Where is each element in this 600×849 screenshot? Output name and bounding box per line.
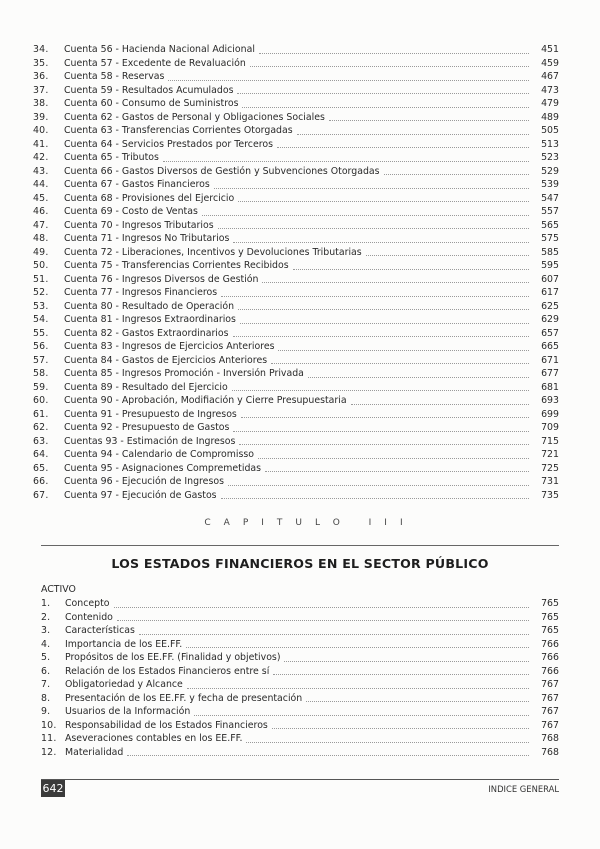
toc-entry-page: 665 bbox=[541, 341, 559, 352]
toc-entry-number: 5. bbox=[41, 652, 51, 663]
dot-leader bbox=[306, 700, 529, 702]
dot-leader bbox=[221, 497, 529, 499]
toc-entry-page: 767 bbox=[541, 719, 559, 731]
toc-entry-page: 767 bbox=[541, 679, 559, 690]
toc-entry-title: Cuenta 77 - Ingresos Financieros bbox=[64, 287, 218, 298]
toc-entry-title: Usuarios de la Información bbox=[65, 706, 191, 717]
toc-entry[interactable] bbox=[33, 84, 559, 98]
toc-entry-title: Propósitos de los EE.FF. (Finalidad y objetivos) bbox=[65, 652, 281, 663]
toc-list-accounts bbox=[33, 43, 559, 502]
dot-leader bbox=[239, 443, 529, 445]
toc-entry[interactable] bbox=[33, 313, 559, 327]
toc-entry-number: 7. bbox=[41, 679, 51, 690]
toc-entry-title: Cuentas 93 - Estimación de Ingresos bbox=[64, 435, 236, 447]
toc-entry-title: Cuenta 95 - Asignaciones Compremetidas bbox=[64, 462, 262, 474]
toc-entry-page: 768 bbox=[541, 746, 559, 758]
dot-leader bbox=[366, 254, 529, 256]
toc-entry-title: Cuenta 89 - Resultado del Ejercicio bbox=[64, 381, 228, 393]
toc-entry-number: 51. bbox=[33, 273, 49, 285]
toc-entry[interactable] bbox=[41, 638, 559, 652]
toc-entry-title: Cuenta 96 - Ejecución de Ingresos bbox=[64, 476, 224, 487]
dot-leader bbox=[228, 484, 529, 486]
dot-leader bbox=[232, 389, 529, 391]
toc-entry-page: 765 bbox=[541, 611, 559, 623]
chapter-divider bbox=[41, 545, 559, 546]
toc-entry-page: 489 bbox=[541, 111, 559, 123]
toc-entry[interactable] bbox=[41, 732, 559, 746]
toc-entry-number: 36. bbox=[33, 71, 49, 82]
toc-entry-title: Cuenta 85 - Ingresos Promoción - Inversión Privada bbox=[64, 368, 304, 379]
toc-entry[interactable] bbox=[41, 746, 559, 760]
toc-entry-number: 59. bbox=[33, 381, 49, 393]
subheading-activo: ACTIVO bbox=[41, 584, 76, 595]
toc-entry[interactable] bbox=[33, 394, 559, 408]
toc-entry[interactable] bbox=[33, 340, 559, 354]
toc-entry-title: Cuenta 94 - Calendario de Compromisso bbox=[64, 449, 255, 460]
toc-entry-number: 60. bbox=[33, 395, 49, 406]
toc-entry[interactable] bbox=[41, 705, 559, 719]
toc-entry-title: Cuenta 69 - Costo de Ventas bbox=[64, 206, 198, 217]
toc-entry-page: 768 bbox=[541, 733, 559, 744]
toc-entry-number: 9. bbox=[41, 706, 51, 717]
toc-entry-number: 49. bbox=[33, 246, 49, 258]
toc-entry-page: 657 bbox=[541, 327, 559, 339]
dot-leader bbox=[127, 754, 529, 756]
toc-entry-number: 2. bbox=[41, 611, 51, 623]
toc-entry-title: Cuenta 75 - Transferencias Corrientes Recibidos bbox=[64, 260, 289, 271]
toc-entry-title: Cuenta 97 - Ejecución de Gastos bbox=[64, 489, 217, 501]
toc-entry-page: 725 bbox=[541, 462, 559, 474]
toc-entry[interactable] bbox=[33, 327, 559, 341]
toc-entry-title: Concepto bbox=[65, 598, 110, 609]
toc-entry-number: 57. bbox=[33, 354, 49, 366]
toc-entry-number: 45. bbox=[33, 192, 49, 204]
dot-leader bbox=[284, 660, 529, 662]
toc-entry[interactable] bbox=[33, 205, 559, 219]
toc-entry-number: 67. bbox=[33, 489, 49, 501]
toc-entry-title: Cuenta 72 - Liberaciones, Incentivos y Devoluciones Tributarias bbox=[64, 246, 362, 258]
toc-entry[interactable] bbox=[33, 246, 559, 260]
toc-entry-title: Relación de los Estados Financieros entre sí bbox=[65, 665, 270, 677]
toc-entry[interactable] bbox=[33, 448, 559, 462]
toc-entry-page: 529 bbox=[541, 165, 559, 177]
chapter-title: LOS ESTADOS FINANCIEROS EN EL SECTOR PÚBLICO bbox=[111, 556, 489, 571]
toc-entry-title: Contenido bbox=[65, 611, 113, 623]
dot-leader bbox=[221, 295, 529, 297]
toc-entry-title: Cuenta 63 - Transferencias Corrientes Otorgadas bbox=[64, 125, 293, 136]
toc-entry-number: 61. bbox=[33, 408, 49, 420]
dot-leader bbox=[240, 322, 529, 324]
dot-leader bbox=[265, 470, 529, 472]
dot-leader bbox=[187, 687, 529, 689]
toc-entry-number: 46. bbox=[33, 206, 49, 217]
toc-entry-page: 479 bbox=[541, 98, 559, 109]
toc-entry-page: 765 bbox=[541, 598, 559, 609]
toc-entry[interactable] bbox=[33, 97, 559, 111]
toc-entry-number: 47. bbox=[33, 219, 49, 231]
toc-entry[interactable] bbox=[33, 151, 559, 165]
toc-entry-title: Cuenta 64 - Servicios Prestados por Terceros bbox=[64, 138, 273, 150]
toc-entry-title: Cuenta 57 - Excedente de Revaluación bbox=[64, 57, 246, 69]
toc-entry-number: 11. bbox=[41, 733, 57, 744]
toc-entry-number: 8. bbox=[41, 692, 51, 704]
toc-entry-page: 459 bbox=[541, 57, 559, 69]
dot-leader bbox=[246, 741, 529, 743]
toc-entry-title: Cuenta 81 - Ingresos Extraordinarios bbox=[64, 314, 236, 325]
toc-entry-title: Aseveraciones contables en los EE.FF. bbox=[65, 733, 243, 744]
toc-entry-page: 767 bbox=[541, 706, 559, 717]
toc-list-chapter-3 bbox=[41, 597, 559, 759]
toc-entry-page: 575 bbox=[541, 233, 559, 244]
dot-leader bbox=[278, 349, 529, 351]
toc-entry-number: 6. bbox=[41, 665, 51, 677]
toc-entry[interactable] bbox=[41, 597, 559, 611]
toc-entry-number: 44. bbox=[33, 179, 49, 190]
toc-entry-number: 1. bbox=[41, 598, 51, 609]
dot-leader bbox=[163, 160, 529, 162]
toc-entry-number: 42. bbox=[33, 152, 49, 163]
toc-entry-title: Cuenta 80 - Resultado de Operación bbox=[64, 300, 235, 312]
toc-entry-page: 715 bbox=[541, 435, 559, 447]
toc-entry-title: Cuenta 65 - Tributos bbox=[64, 152, 159, 163]
toc-entry-title: Cuenta 83 - Ingresos de Ejercicios Anteriores bbox=[64, 341, 275, 352]
dot-leader bbox=[202, 214, 529, 216]
toc-entry-title: Cuenta 70 - Ingresos Tributarios bbox=[64, 219, 214, 231]
chapter-label: CAPITULO III bbox=[204, 518, 416, 528]
toc-entry-number: 10. bbox=[41, 719, 57, 731]
toc-entry-number: 52. bbox=[33, 287, 49, 298]
toc-entry-page: 585 bbox=[541, 246, 559, 258]
toc-entry-number: 56. bbox=[33, 341, 49, 352]
toc-entry-page: 693 bbox=[541, 395, 559, 406]
toc-entry-number: 54. bbox=[33, 314, 49, 325]
page-number: 642 bbox=[42, 782, 64, 795]
dot-leader bbox=[139, 633, 529, 635]
toc-entry-page: 765 bbox=[541, 625, 559, 636]
toc-entry-page: 721 bbox=[541, 449, 559, 460]
toc-entry[interactable] bbox=[33, 111, 559, 125]
toc-entry-page: 607 bbox=[541, 273, 559, 285]
toc-entry[interactable] bbox=[33, 165, 559, 179]
toc-entry-title: Cuenta 59 - Resultados Acumulados bbox=[64, 84, 234, 96]
dot-leader bbox=[194, 714, 529, 716]
dot-leader bbox=[272, 727, 529, 729]
dot-leader bbox=[238, 308, 529, 310]
toc-entry-title: Cuenta 67 - Gastos Financieros bbox=[64, 179, 210, 190]
toc-entry[interactable] bbox=[33, 259, 559, 273]
dot-leader bbox=[384, 173, 529, 175]
toc-entry[interactable] bbox=[41, 651, 559, 665]
toc-entry[interactable] bbox=[41, 624, 559, 638]
toc-entry-number: 4. bbox=[41, 638, 51, 650]
toc-entry-page: 505 bbox=[541, 125, 559, 136]
dot-leader bbox=[233, 430, 529, 432]
toc-entry-number: 35. bbox=[33, 57, 49, 69]
toc-entry[interactable] bbox=[33, 408, 559, 422]
toc-entry[interactable] bbox=[33, 489, 559, 503]
toc-entry-page: 617 bbox=[541, 287, 559, 298]
toc-entry-number: 37. bbox=[33, 84, 49, 96]
dot-leader bbox=[271, 362, 529, 364]
toc-entry-page: 766 bbox=[541, 652, 559, 663]
toc-entry-title: Cuenta 76 - Ingresos Diversos de Gestión bbox=[64, 273, 259, 285]
dot-leader bbox=[214, 187, 529, 189]
toc-entry-title: Cuenta 91 - Presupuesto de Ingresos bbox=[64, 408, 237, 420]
toc-entry-number: 62. bbox=[33, 422, 49, 433]
toc-entry-number: 43. bbox=[33, 165, 49, 177]
toc-entry[interactable] bbox=[33, 367, 559, 381]
toc-entry-page: 557 bbox=[541, 206, 559, 217]
toc-entry-page: 595 bbox=[541, 260, 559, 271]
dot-leader bbox=[329, 119, 529, 121]
toc-entry-number: 53. bbox=[33, 300, 49, 312]
toc-entry-number: 12. bbox=[41, 746, 57, 758]
toc-entry[interactable] bbox=[41, 678, 559, 692]
toc-entry[interactable] bbox=[33, 354, 559, 368]
toc-entry[interactable] bbox=[33, 421, 559, 435]
dot-leader bbox=[277, 146, 529, 148]
toc-entry[interactable] bbox=[33, 138, 559, 152]
dot-leader bbox=[259, 52, 529, 54]
toc-entry-page: 625 bbox=[541, 300, 559, 312]
toc-entry[interactable] bbox=[41, 611, 559, 625]
toc-entry-title: Importancia de los EE.FF. bbox=[65, 638, 183, 650]
toc-entry[interactable] bbox=[33, 124, 559, 138]
toc-entry-title: Cuenta 56 - Hacienda Nacional Adicional bbox=[64, 44, 255, 55]
toc-entry-title: Presentación de los EE.FF. y fecha de presentación bbox=[65, 692, 303, 704]
toc-entry-title: Cuenta 82 - Gastos Extraordinarios bbox=[64, 327, 229, 339]
toc-entry-title: Cuenta 68 - Provisiones del Ejercicio bbox=[64, 192, 235, 204]
toc-entry-number: 65. bbox=[33, 462, 49, 474]
toc-entry-title: Cuenta 60 - Consumo de Suministros bbox=[64, 98, 239, 109]
toc-entry[interactable] bbox=[33, 273, 559, 287]
toc-entry-number: 34. bbox=[33, 44, 49, 55]
toc-entry-page: 766 bbox=[541, 638, 559, 650]
dot-leader bbox=[308, 376, 529, 378]
toc-entry[interactable] bbox=[41, 665, 559, 679]
toc-entry-number: 55. bbox=[33, 327, 49, 339]
dot-leader bbox=[168, 79, 529, 81]
toc-entry-number: 40. bbox=[33, 125, 49, 136]
toc-entry-title: Responsabilidad de los Estados Financieros bbox=[65, 719, 268, 731]
toc-entry-page: 565 bbox=[541, 219, 559, 231]
toc-entry[interactable] bbox=[33, 178, 559, 192]
toc-entry-page: 547 bbox=[541, 192, 559, 204]
dot-leader bbox=[273, 673, 529, 675]
toc-entry-page: 473 bbox=[541, 84, 559, 96]
dot-leader bbox=[233, 335, 529, 337]
dot-leader bbox=[238, 200, 529, 202]
toc-entry-page: 767 bbox=[541, 692, 559, 704]
toc-entry-page: 699 bbox=[541, 408, 559, 420]
toc-entry-page: 766 bbox=[541, 665, 559, 677]
toc-entry[interactable] bbox=[33, 70, 559, 84]
toc-entry[interactable] bbox=[33, 219, 559, 233]
toc-entry-number: 58. bbox=[33, 368, 49, 379]
toc-entry-page: 677 bbox=[541, 368, 559, 379]
toc-entry[interactable] bbox=[33, 57, 559, 71]
toc-entry-number: 38. bbox=[33, 98, 49, 109]
toc-entry-number: 3. bbox=[41, 625, 51, 636]
toc-entry[interactable] bbox=[33, 475, 559, 489]
toc-entry[interactable] bbox=[33, 192, 559, 206]
toc-entry[interactable] bbox=[33, 300, 559, 314]
dot-leader bbox=[237, 92, 529, 94]
toc-entry-number: 41. bbox=[33, 138, 49, 150]
toc-entry-title: Materialidad bbox=[65, 746, 124, 758]
toc-entry-title: Cuenta 90 - Aprobación, Modifiación y Cierre Presupuestaria bbox=[64, 395, 347, 406]
dot-leader bbox=[351, 403, 529, 405]
toc-entry[interactable] bbox=[33, 43, 559, 57]
footer-divider bbox=[41, 779, 559, 780]
toc-entry-page: 735 bbox=[541, 489, 559, 501]
toc-entry-title: Cuenta 58 - Reservas bbox=[64, 71, 165, 82]
toc-entry-page: 539 bbox=[541, 179, 559, 190]
toc-entry-title: Obligatoriedad y Alcance bbox=[65, 679, 183, 690]
dot-leader bbox=[293, 268, 529, 270]
toc-entry[interactable] bbox=[33, 286, 559, 300]
toc-entry-number: 64. bbox=[33, 449, 49, 460]
toc-entry-page: 681 bbox=[541, 381, 559, 393]
toc-entry-page: 513 bbox=[541, 138, 559, 150]
toc-entry[interactable] bbox=[41, 719, 559, 733]
dot-leader bbox=[250, 65, 529, 67]
dot-leader bbox=[117, 619, 529, 621]
toc-entry[interactable] bbox=[41, 692, 559, 706]
toc-entry[interactable] bbox=[33, 462, 559, 476]
toc-entry-page: 467 bbox=[541, 71, 559, 82]
toc-entry-title: Cuenta 92 - Presupuesto de Gastos bbox=[64, 422, 230, 433]
dot-leader bbox=[233, 241, 529, 243]
toc-entry[interactable] bbox=[33, 232, 559, 246]
dot-leader bbox=[241, 416, 529, 418]
toc-entry-page: 451 bbox=[541, 44, 559, 55]
toc-entry-page: 629 bbox=[541, 314, 559, 325]
dot-leader bbox=[186, 646, 529, 648]
dot-leader bbox=[262, 281, 529, 283]
footer-section-label: INDICE GENERAL bbox=[488, 784, 559, 794]
toc-entry-title: Cuenta 71 - Ingresos No Tributarios bbox=[64, 233, 230, 244]
dot-leader bbox=[297, 133, 529, 135]
toc-entry-title: Cuenta 66 - Gastos Diversos de Gestión y Subvenciones Otorgadas bbox=[64, 165, 380, 177]
toc-entry-page: 671 bbox=[541, 354, 559, 366]
toc-entry-number: 63. bbox=[33, 435, 49, 447]
toc-entry-page: 709 bbox=[541, 422, 559, 433]
toc-entry[interactable] bbox=[33, 435, 559, 449]
toc-entry-number: 39. bbox=[33, 111, 49, 123]
toc-entry-number: 48. bbox=[33, 233, 49, 244]
dot-leader bbox=[114, 606, 529, 608]
dot-leader bbox=[242, 106, 529, 108]
toc-entry-title: Cuenta 84 - Gastos de Ejercicios Anteriores bbox=[64, 354, 268, 366]
toc-entry-page: 523 bbox=[541, 152, 559, 163]
dot-leader bbox=[258, 457, 529, 459]
dot-leader bbox=[218, 227, 529, 229]
toc-entry-page: 731 bbox=[541, 476, 559, 487]
toc-entry-number: 50. bbox=[33, 260, 49, 271]
toc-entry-title: Características bbox=[65, 625, 135, 636]
toc-entry[interactable] bbox=[33, 381, 559, 395]
toc-entry-title: Cuenta 62 - Gastos de Personal y Obligaciones Sociales bbox=[64, 111, 325, 123]
toc-entry-number: 66. bbox=[33, 476, 49, 487]
